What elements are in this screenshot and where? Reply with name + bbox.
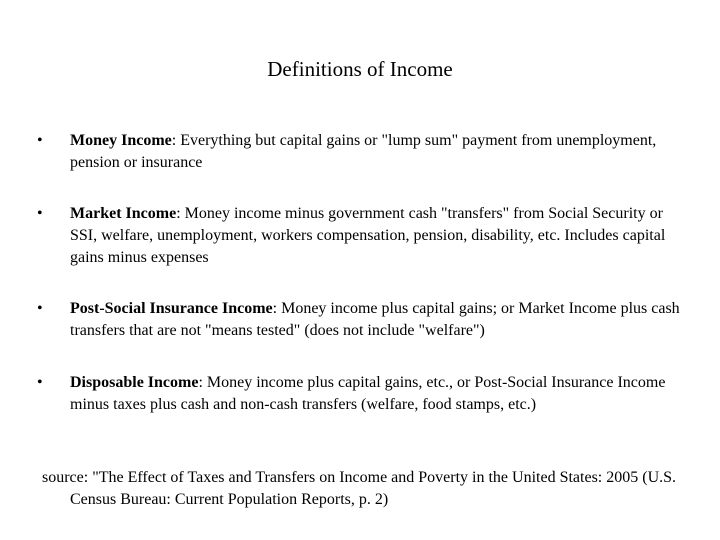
page-title: Definitions of Income	[267, 57, 453, 81]
bullet-icon: •	[37, 300, 43, 317]
bullet-icon: •	[37, 374, 43, 391]
definition-body: : Money income plus capital gains, etc., or Post-Social Insurance Income minus taxes plus cash and non-cash transfers (welfare, food stamps, etc.)	[70, 374, 666, 413]
source-citation: source: "The Effect of Taxes and Transfers on Income and Poverty in the United States: 2005 (U.S. Census Bureau: Current Population Reports, p. 2)	[42, 469, 677, 508]
definition-text	[70, 372, 690, 416]
definition-term: Money Income	[70, 132, 172, 149]
definition-body: : Everything but capital gains or "lump sum" payment from unemployment, pension or insurance	[70, 132, 657, 171]
definition-text	[70, 130, 690, 174]
definition-text	[70, 298, 690, 342]
definition-term: Post-Social Insurance Income	[70, 300, 273, 317]
bullet-icon: •	[37, 132, 43, 149]
definition-text	[70, 203, 690, 269]
bullet-icon: •	[37, 205, 43, 222]
definition-term: Market Income	[70, 205, 177, 222]
definition-body: : Money income minus government cash "transfers" from Social Security or SSI, welfare, unemployment, workers compensation, pension, disability, etc. Includes capital gains minus expenses	[70, 205, 666, 266]
definition-body: : Money income plus capital gains; or Market Income plus cash transfers that are not "means tested" (does not include "welfare")	[70, 300, 680, 339]
definition-term: Disposable Income	[70, 374, 199, 391]
